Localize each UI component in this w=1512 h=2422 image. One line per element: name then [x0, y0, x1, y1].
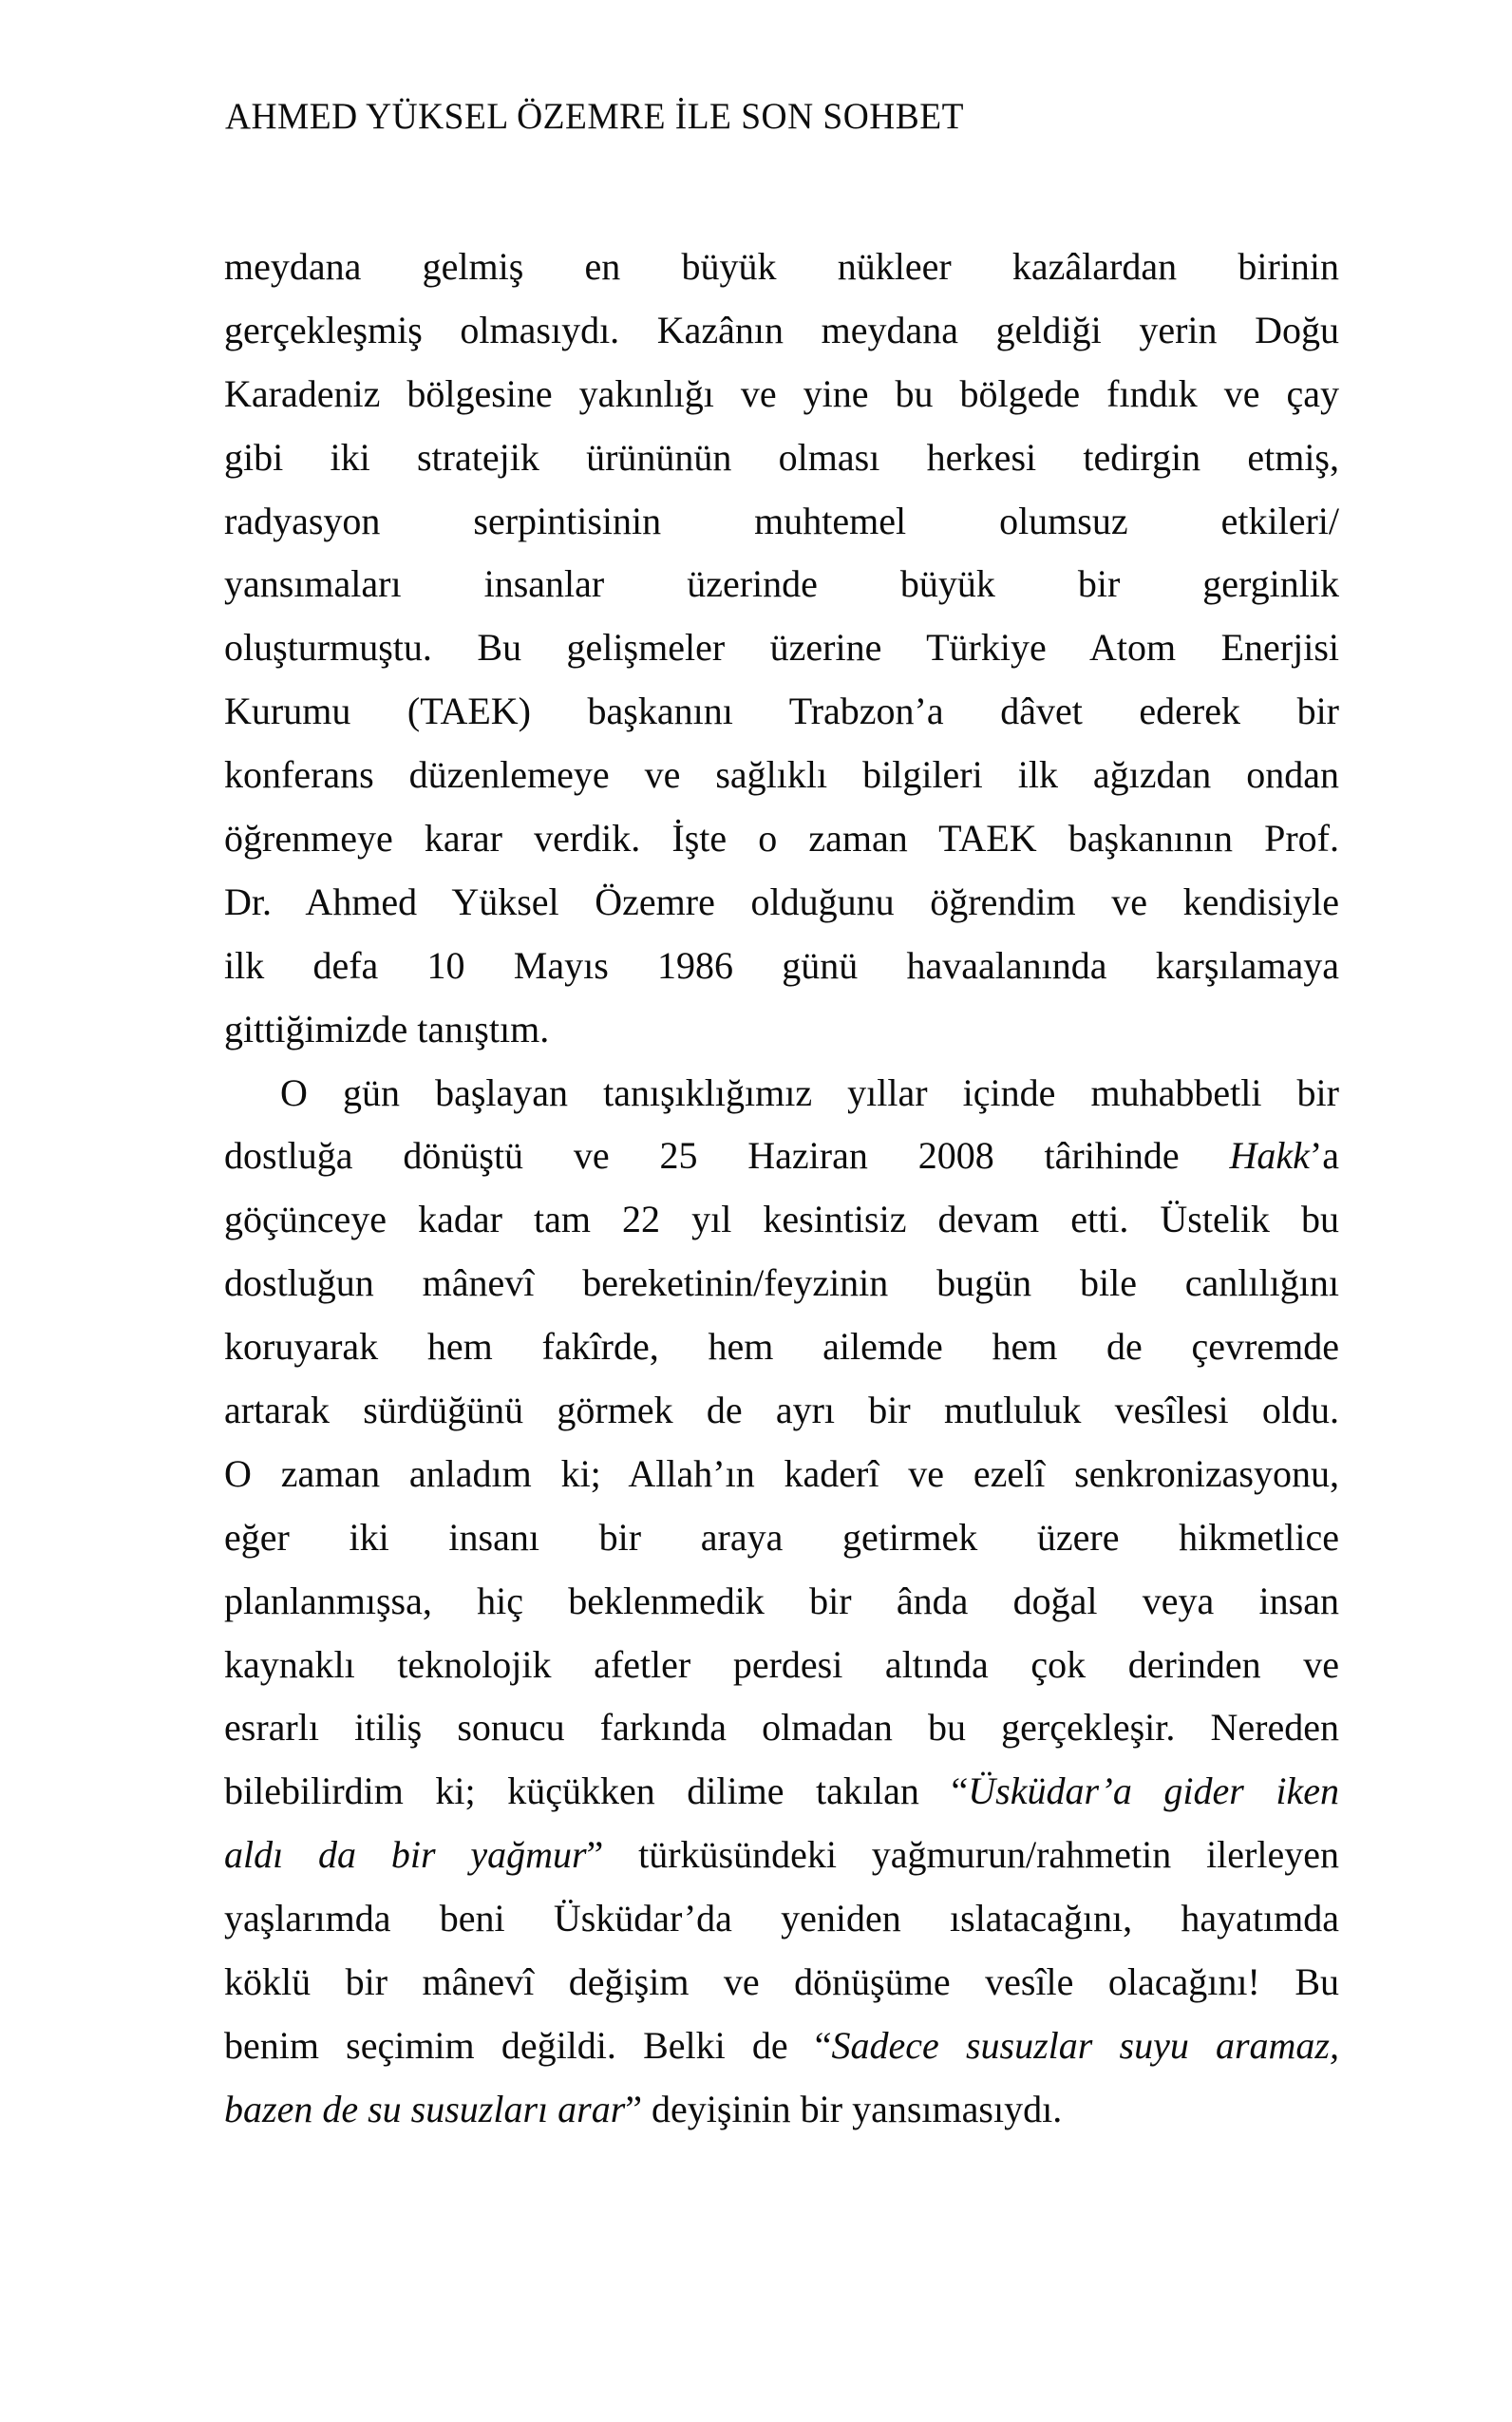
text-segment: ” türküsündeki yağmurun/rahmetin ilerleyen — [586, 1833, 1339, 1877]
text-block — [224, 236, 1339, 2142]
text-line — [224, 998, 1339, 1062]
text-segment: dostluğun mânevî bereketinin/feyzinin bugün bile canlılığını — [224, 1261, 1339, 1305]
text-segment: eğer iki insanı bir araya getirmek üzere hikmetlice — [224, 1515, 1339, 1559]
text-line — [224, 2015, 1339, 2078]
text-segment: oluşturmuştu. Bu gelişmeler üzerine Türkiye Atom Enerjisi — [224, 626, 1339, 670]
text-segment: göçünceye kadar tam 22 yıl kesintisiz devam etti. Üstelik bu — [224, 1198, 1339, 1241]
text-segment: kaynaklı teknolojik afetler perdesi altında çok derinden ve — [224, 1642, 1339, 1686]
text-segment: meydana gelmiş en büyük nükleer kazâlardan birinin — [224, 245, 1339, 288]
text-segment: Kurumu (TAEK) başkanını Trabzon’a dâvet ederek bir — [224, 690, 1339, 733]
paragraph — [224, 1062, 1339, 2142]
text-line — [224, 1951, 1339, 2015]
text-segment: ” deyişinin bir yansımasıydı. — [625, 2087, 1063, 2130]
text-segment: artarak sürdüğünü görmek de ayrı bir mutluluk vesîlesi oldu. — [224, 1389, 1339, 1432]
paragraph — [224, 236, 1339, 1062]
text-line — [224, 1824, 1339, 1887]
text-line — [224, 490, 1339, 554]
text-line — [224, 1887, 1339, 1951]
text-line — [224, 1252, 1339, 1315]
text-segment: O zaman anladım ki; Allah’ın kaderî ve ezelî senkronizasyonu, — [224, 1451, 1339, 1495]
text-line — [224, 1188, 1339, 1252]
text-line — [224, 1125, 1339, 1188]
text-segment: yaşlarımda beni Üsküdar’da yeniden ıslatacağını, hayatımda — [224, 1897, 1339, 1940]
text-line — [224, 1315, 1339, 1379]
text-segment: gerçekleşmiş olmasıydı. Kazânın meydana geldiği yerin Doğu — [224, 308, 1339, 351]
text-line — [224, 1696, 1339, 1760]
text-segment: benim seçimim değildi. Belki de “ — [224, 2023, 832, 2067]
text-segment: ilk defa 10 Mayıs 1986 günü havaalanında karşılamaya — [224, 943, 1339, 987]
text-segment: konferans düzenlemeye ve sağlıklı bilgileri ilk ağızdan ondan — [224, 753, 1339, 797]
text-line — [224, 2078, 1339, 2142]
text-segment: esrarlı itiliş sonucu farkında olmadan bu gerçekleşir. Nereden — [224, 1706, 1339, 1750]
text-segment: yansımaları insanlar üzerinde büyük bir gerginlik — [224, 562, 1339, 606]
text-line — [224, 680, 1339, 744]
text-segment: radyasyon serpintisinin muhtemel olumsuz etkileri/ — [224, 499, 1339, 542]
text-segment: planlanmışsa, hiç beklenmedik bir ânda doğal veya insan — [224, 1579, 1339, 1622]
text-line — [224, 1570, 1339, 1634]
text-line — [224, 871, 1339, 935]
italic-text-segment: Sadece susuzlar suyu aramaz, — [831, 2023, 1339, 2067]
text-segment: O gün başlayan tanışıklığımız yıllar içinde muhabbetli bir — [280, 1070, 1339, 1114]
italic-text-segment: Hakk — [1229, 1134, 1310, 1178]
text-segment: Dr. Ahmed Yüksel Özemre olduğunu öğrendim ve kendisiyle — [224, 880, 1339, 923]
text-line — [224, 1760, 1339, 1824]
text-line — [224, 616, 1339, 680]
text-line — [224, 553, 1339, 616]
text-segment: ’a — [1309, 1134, 1339, 1178]
italic-text-segment: Üsküdar’a gider iken — [968, 1769, 1339, 1813]
text-segment: Karadeniz bölgesine yakınlığı ve yine bu bölgede fındık ve çay — [224, 371, 1339, 415]
text-line — [224, 935, 1339, 998]
text-segment: öğrenmeye karar verdik. İşte o zaman TAEK başkanının Prof. — [224, 817, 1339, 861]
text-line — [224, 1062, 1339, 1126]
italic-text-segment: aldı da bir yağmur — [224, 1833, 587, 1877]
text-line — [224, 1443, 1339, 1506]
text-segment: koruyarak hem fakîrde, hem ailemde hem de çevremde — [224, 1325, 1339, 1369]
text-line — [224, 1634, 1339, 1697]
italic-text-segment: bazen de su susuzları arar — [224, 2087, 626, 2130]
text-line — [224, 807, 1339, 871]
running-header: AHMED YÜKSEL ÖZEMRE İLE SON SOHBET — [225, 96, 964, 137]
text-line — [224, 744, 1339, 807]
text-segment: gittiğimizde tanıştım. — [224, 1007, 550, 1050]
text-line — [224, 1506, 1339, 1570]
text-segment: gibi iki stratejik ürününün olması herkesi tedirgin etmiş, — [224, 435, 1339, 479]
text-segment: dostluğa dönüştü ve 25 Haziran 2008 târihinde — [224, 1134, 1230, 1178]
text-line — [224, 426, 1339, 490]
text-line — [224, 299, 1339, 363]
text-segment: bilebilirdim ki; küçükken dilime takılan “ — [224, 1769, 969, 1813]
text-line — [224, 1379, 1339, 1443]
text-line — [224, 236, 1339, 299]
text-line — [224, 363, 1339, 426]
text-segment: köklü bir mânevî değişim ve dönüşüme vesîle olacağını! Bu — [224, 1960, 1339, 2004]
